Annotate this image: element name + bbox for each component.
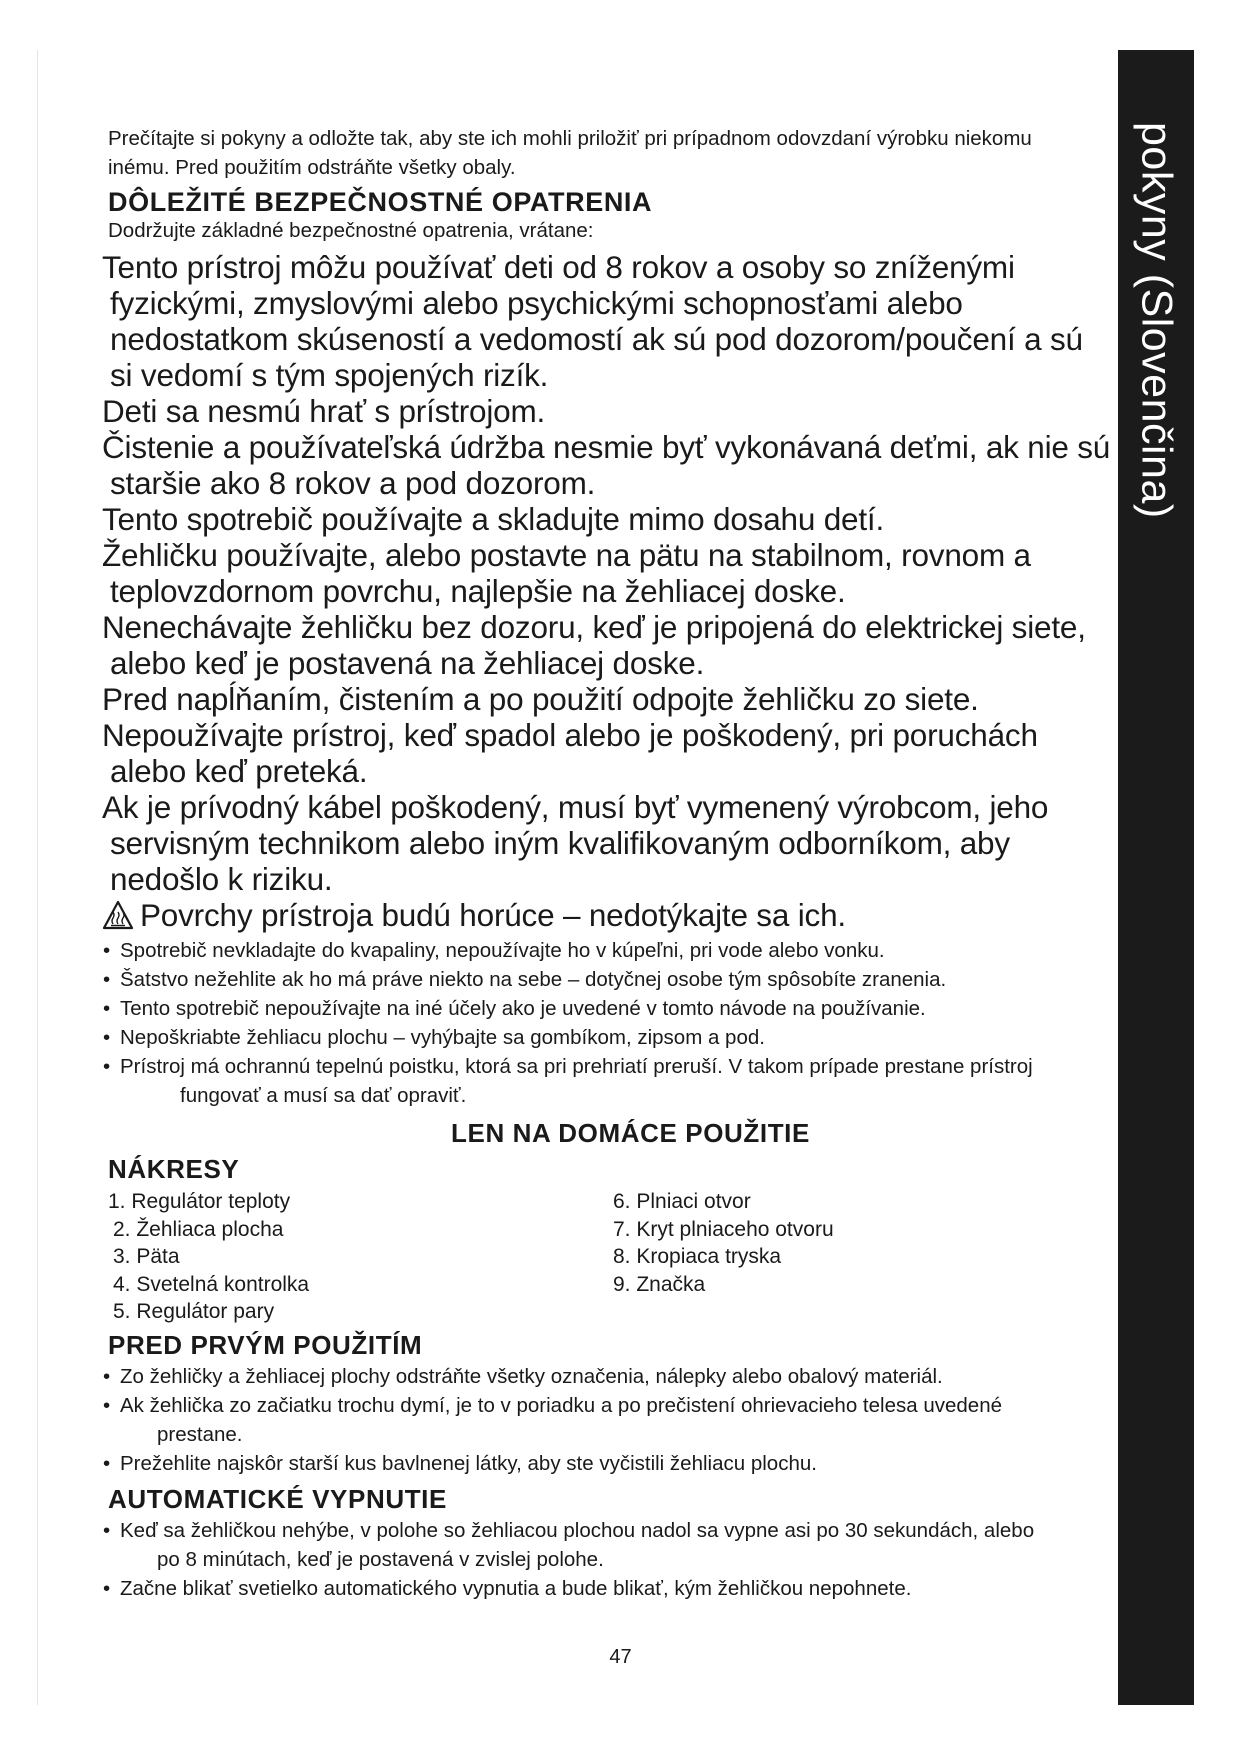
part-item: 4. Svetelná kontrolka [113,1272,310,1296]
bullet-item [108,1052,1113,1110]
bullet-continuation: prestane. [157,1422,243,1446]
part-item: 3. Päta [113,1245,180,1268]
safety-item: Deti sa nesmú hrať s prístrojom. [102,393,546,429]
safety-item: Žehličku používajte, alebo postavte na pätu na stabilnom, rovnom a teplovzdornom povrchu, najlepšie na žehliacej doske. [102,537,1031,609]
auto-off-heading: AUTOMATICKÉ VYPNUTIE [108,1483,447,1514]
safety-list [102,249,1113,933]
safety-item: Ak je prívodný kábel poškodený, musí byť vymenený výrobcom, jeho servisným technikom alebo iným kvalifikovaným odborníkom, aby nedošlo k riziku. [102,789,1049,897]
bullet-continuation: po 8 minútach, keď je postavená v zvislej polohe. [157,1547,604,1571]
bullet-continuation: fungovať a musí sa dať opraviť. [180,1084,467,1107]
auto-off-bullets [108,1516,1113,1603]
part-item: 9. Značka [613,1272,706,1296]
safety-item: Čistenie a používateľská údržba nesmie byť vykonávaná deťmi, ak nie sú staršie ako 8 rokov a pod dozorom. [102,429,1111,501]
first-use-bullets [108,1362,1113,1478]
safety-item: Tento prístroj môžu používať deti od 8 rokov a osoby so zníženými fyzickými, zmyslovými alebo psychickými schopnosťami alebo nedostatkom skúseností a vedomostí ak sú pod dozorom/poučení a sú si vedomí s tým spojených rizík. [102,249,1083,393]
safety-item: Pred napĺňaním, čistením a po použití odpojte žehličku zo siete. [102,681,979,717]
bullet-line: Ak žehlička zo začiatku trochu dymí, je to v poriadku a po prečistení ohrievacieho telesa uvedené [120,1393,1002,1417]
drawings-heading: NÁKRESY [108,1154,240,1184]
part-item: 8. Kropiaca tryska [613,1245,782,1268]
safety-item: Nepoužívajte prístroj, keď spadol alebo je poškodený, pri poruchách alebo keď preteká. [102,717,1038,789]
intro-text: Prečítajte si pokyny a odložte tak, aby ste ich mohli priložiť pri prípadnom odovzdaní výrobku niekomu inému. Pred použitím odstráňte všetky obaly. [108,127,1032,179]
safety-subtitle: Dodržujte základné bezpečnostné opatrenia, vrátane: [108,219,594,242]
bullet-item: • Tento spotrebič nepoužívajte na iné účely ako je uvedené v tomto návode na používanie. [108,994,1113,1023]
part-item: 7. Kryt plniaceho otvoru [613,1217,834,1241]
page-number: 47 [609,1646,632,1668]
warning-text: Povrchy prístroja budú horúce – nedotýkajte sa ich. [140,897,846,933]
parts-column-2 [613,1188,834,1326]
safety-item: Nenechávajte žehličku bez dozoru, keď je pripojená do elektrickej siete, alebo keď je postavená na žehliacej doske. [102,609,1086,681]
part-item: 6. Plniaci otvor [613,1190,751,1213]
bullet-item [108,1391,1113,1449]
bullet-item: • Šatstvo nežehlite ak ho má práve niekto na sebe – dotyčnej osobe tým spôsobíte zranenia. [108,965,1113,994]
safety-heading: DÔLEŽITÉ BEZPEČNOSTNÉ OPATRENIA [108,187,653,217]
bullet-item [108,1516,1113,1574]
safety-item: Tento spotrebič používajte a skladujte mimo dosahu detí. [102,501,885,537]
first-use-heading: PRED PRVÝM POUŽITÍM [108,1329,423,1360]
part-item: 2. Žehliaca plocha [113,1217,284,1241]
home-use-heading: LEN NA DOMÁCE POUŽITIE [451,1118,810,1148]
part-item: 1. Regulátor teploty [108,1190,291,1213]
bullet-item: • Začne blikať svetielko automatického vypnutia a bude blikať, kým žehličkou nepohnete. [108,1574,1113,1603]
bullet-item: • Zo žehličky a žehliacej plochy odstráňte všetky označenia, nálepky alebo obalový materiál. [108,1362,1113,1391]
safety-bullets [108,936,1113,1110]
bullet-item: • Spotrebič nevkladajte do kvapaliny, nepoužívajte ho v kúpeľni, pri vode alebo vonku. [108,936,1113,965]
side-tab-label: pokyny (Slovenčina) [1132,122,1181,519]
parts-list [108,1188,1113,1326]
part-item: 5. Regulátor pary [113,1300,275,1323]
hot-surface-warning-icon [102,900,134,930]
page-content [102,124,1113,1603]
parts-column-1 [108,1188,613,1326]
bullet-item: • Nepoškriabte žehliacu plochu – vyhýbajte sa gombíkom, zipsom a pod. [108,1023,1113,1052]
bullet-line: Prístroj má ochrannú tepelnú poistku, ktorá sa pri prehriatí preruší. V takom prípade prestane prístroj [120,1055,1033,1078]
bullet-item: • Prežehlite najskôr starší kus bavlnenej látky, aby ste vyčistili žehliacu plochu. [108,1449,1113,1478]
page-margin-line [37,50,38,1705]
hot-surface-warning [102,897,1113,933]
bullet-line: Keď sa žehličkou nehýbe, v polohe so žehliacou plochou nadol sa vypne asi po 30 sekundách, alebo [120,1518,1035,1542]
